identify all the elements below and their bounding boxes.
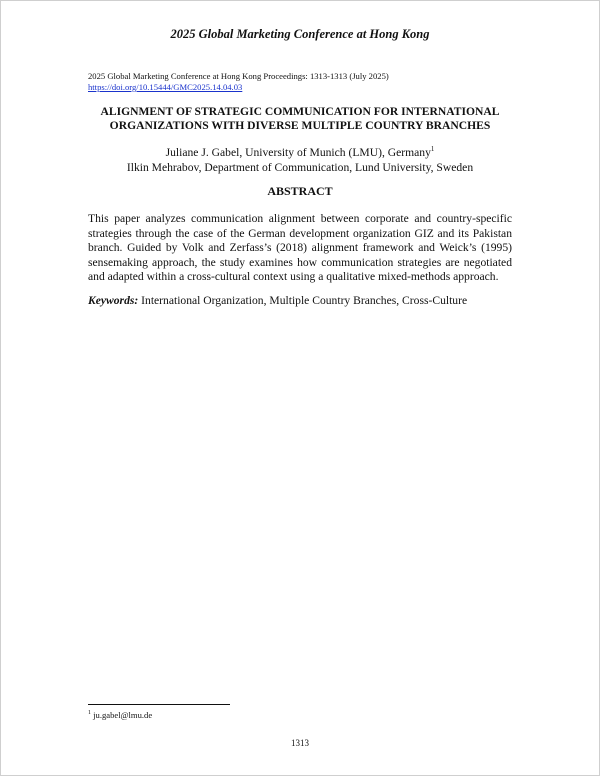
author-1-affiliation: Juliane J. Gabel, University of Munich (LMU), Germany — [165, 146, 431, 159]
citation-block — [88, 71, 518, 93]
title-line-2: ORGANIZATIONS WITH DIVERSE MULTIPLE COUNTRY BRANCHES — [109, 119, 491, 132]
page-number: 1313 — [291, 738, 309, 748]
footnote-marker: 1 — [88, 710, 91, 717]
footnote — [88, 710, 152, 721]
proceedings-line: 2025 Global Marketing Conference at Hong Kong Proceedings: 1313-1313 (July 2025) — [88, 71, 389, 81]
keywords-label: Keywords: — [88, 294, 139, 307]
author-1-footnote-marker: 1 — [430, 145, 435, 154]
abstract-heading: ABSTRACT — [267, 184, 333, 198]
author-2: Ilkin Mehrabov, Department of Communication, Lund University, Sweden — [126, 161, 474, 174]
abstract-body: This paper analyzes communication alignment between corporate and country-specific strategies through the case of the German development organization GIZ and its Pakistan branch. Guided by Volk and Zerfass’s (2018) alignment framework and Weick’s (1995) sensemaking approach, the study examines how communication strategies are negotiated and adapted within a cross-cultural context using a qualitative mixed-methods approach. — [88, 212, 512, 284]
doi-link[interactable]: https://doi.org/10.15444/GMC2025.14.04.03 — [88, 82, 243, 92]
author-list — [60, 145, 540, 175]
running-header: 2025 Global Marketing Conference at Hong Kong — [170, 27, 430, 41]
footnote-email: ju.gabel@lmu.de — [93, 710, 153, 720]
footnote-divider — [88, 704, 230, 705]
paper-title — [60, 105, 540, 133]
author-1 — [60, 145, 540, 160]
keywords-text: International Organization, Multiple Country Branches, Cross-Culture — [141, 294, 468, 307]
keywords — [88, 294, 512, 309]
title-line-1: ALIGNMENT OF STRATEGIC COMMUNICATION FOR INTERNATIONAL — [100, 105, 500, 118]
